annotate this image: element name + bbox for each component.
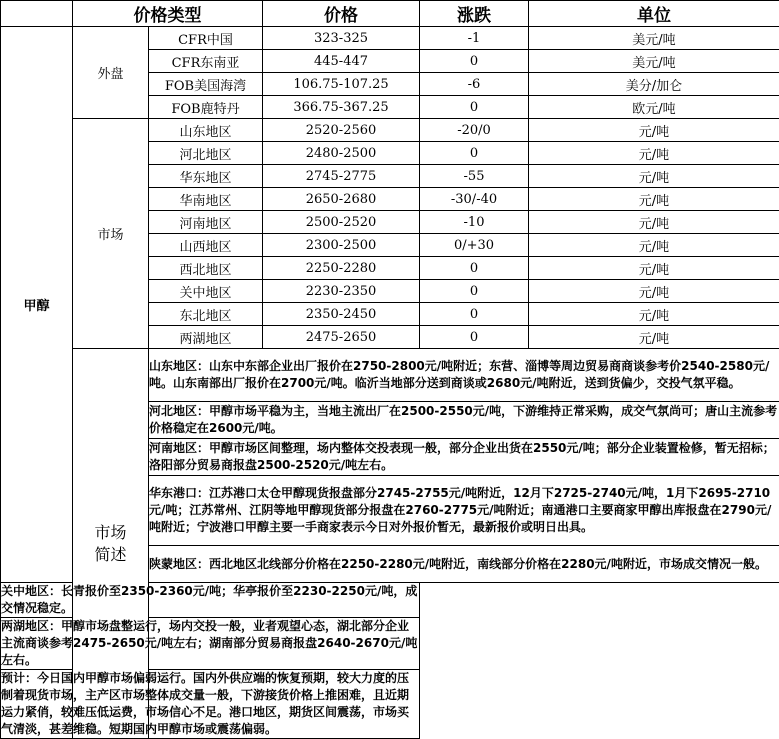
note-lianghu: 两湖地区：甲醇市场盘整运行，场内交投一般，业者观望心态，湖北部分企业主流商谈参考2475-2650元/吨左右；湖南部分贸易商报盘2640-2670元/吨左右。 (1, 618, 420, 670)
row-price: 323-325 (263, 27, 420, 50)
row-unit: 元/吨 (529, 257, 779, 280)
note-row (1, 349, 779, 402)
header-unit: 单位 (529, 1, 779, 27)
row-change: 0 (420, 96, 529, 119)
note-forecast: 预计：今日国内甲醇市场偏弱运行。国内外供应端的恢复预期，较大力度的压制着现货市场，主产区市场整体成交量一般，下游接货价格上推困难，且近期运力紧俏，较难压低运费，市场信心不足。港口地区，期货区间震荡，市场买气清淡，甚差维稳。短期国内甲醇市场或震荡偏弱。 (1, 670, 420, 739)
row-change: 0 (420, 142, 529, 165)
row-name: 东北地区 (149, 303, 263, 326)
row-unit: 美元/吨 (529, 50, 779, 73)
row-name: 华南地区 (149, 188, 263, 211)
row-unit: 美分/加仑 (529, 73, 779, 96)
row-unit: 元/吨 (529, 234, 779, 257)
row-name: 河南地区 (149, 211, 263, 234)
row-unit: 元/吨 (529, 303, 779, 326)
row-price: 2475-2650 (263, 326, 420, 349)
row-change: 0 (420, 326, 529, 349)
note-east-port: 华东港口：江苏港口太仓甲醇现货报盘部分2745-2755元/吨附近，12月下2725-2740元/吨，1月下2695-2710元/吨；江苏常州、江阴等地甲醇现货部分报盘在2760-2775元/吨附近；南通港口主要商家甲醇出库报盘在2790元/吨附近；宁波港口甲醇主要一手商家表示今日对外报价暂无，最新报价或明日出具。 (149, 476, 779, 546)
row-price: 106.75-107.25 (263, 73, 420, 96)
row-name: 西北地区 (149, 257, 263, 280)
row-price: 445-447 (263, 50, 420, 73)
row-price: 2230-2350 (263, 280, 420, 303)
note-row (1, 618, 779, 670)
summary-label-line2: 简述 (94, 545, 126, 564)
row-change: -20/0 (420, 119, 529, 142)
row-unit: 元/吨 (529, 142, 779, 165)
row-unit: 元/吨 (529, 280, 779, 303)
header-blank-cell (1, 1, 73, 27)
row-unit: 元/吨 (529, 188, 779, 211)
row-change: -1 (420, 27, 529, 50)
row-change: 0 (420, 280, 529, 303)
row-price: 2500-2520 (263, 211, 420, 234)
header-change: 涨跌 (420, 1, 529, 27)
row-price: 2520-2560 (263, 119, 420, 142)
header-row (1, 1, 779, 27)
row-name: 华东地区 (149, 165, 263, 188)
row-name: 山东地区 (149, 119, 263, 142)
header-type: 价格类型 (73, 1, 263, 27)
row-name: CFR东南亚 (149, 50, 263, 73)
row-change: -55 (420, 165, 529, 188)
row-unit: 欧元/吨 (529, 96, 779, 119)
note-guanzhong: 关中地区：长青报价至2350-2360元/吨；华亭报价至2230-2250元/吨，成交情况稳定。 (1, 583, 420, 618)
row-unit: 美元/吨 (529, 27, 779, 50)
row-unit: 元/吨 (529, 119, 779, 142)
row-change: -6 (420, 73, 529, 96)
row-change: -10 (420, 211, 529, 234)
row-name: FOB美国海湾 (149, 73, 263, 96)
row-name: 河北地区 (149, 142, 263, 165)
group-market: 市场 (73, 119, 149, 349)
row-change: 0 (420, 257, 529, 280)
note-henan: 河南地区：甲醇市场区间整理，场内整体交投表现一般，部分企业出货在2550元/吨；部分企业装置检修，暂无招标；洛阳部分贸易商报盘2500-2520元/吨左右。 (149, 439, 779, 476)
row-name: FOB鹿特丹 (149, 96, 263, 119)
row-name: 山西地区 (149, 234, 263, 257)
row-price: 2745-2775 (263, 165, 420, 188)
row-unit: 元/吨 (529, 326, 779, 349)
group-external: 外盘 (73, 27, 149, 119)
note-row (1, 583, 779, 618)
row-price: 366.75-367.25 (263, 96, 420, 119)
row-name: 两湖地区 (149, 326, 263, 349)
row-name: CFR中国 (149, 27, 263, 50)
row-name: 关中地区 (149, 280, 263, 303)
table-row (1, 27, 779, 50)
row-change: -30/-40 (420, 188, 529, 211)
row-price: 2480-2500 (263, 142, 420, 165)
note-hebei: 河北地区：甲醇市场平稳为主，当地主流出厂在2500-2550元/吨，下游维持正常采购，成交气氛尚可；唐山主流参考价格稳定在2600元/吨。 (149, 402, 779, 439)
row-price: 2300-2500 (263, 234, 420, 257)
row-unit: 元/吨 (529, 165, 779, 188)
row-change: 0/+30 (420, 234, 529, 257)
table-row (1, 119, 779, 142)
note-row (1, 670, 779, 739)
note-shandong: 山东地区：山东中东部企业出厂报价在2750-2800元/吨附近；东营、淄博等周边贸易商商谈参考价2540-2580元/吨。山东南部出厂报价在2700元/吨。临沂当地部分送到商谈或2680元/吨附近，送到货偏少，交投气氛平稳。 (149, 349, 779, 402)
row-change: 0 (420, 50, 529, 73)
summary-label-line1: 市场 (94, 523, 126, 542)
row-unit: 元/吨 (529, 211, 779, 234)
row-price: 2650-2680 (263, 188, 420, 211)
note-shaanxi-mongolia: 陕蒙地区：西北地区北线部分价格在2250-2280元/吨附近，南线部分价格在2280元/吨附近，市场成交情况一般。 (149, 546, 779, 583)
row-price: 2350-2450 (263, 303, 420, 326)
row-price: 2250-2280 (263, 257, 420, 280)
row-change: 0 (420, 303, 529, 326)
category-cell: 甲醇 (1, 27, 73, 583)
header-price: 价格 (263, 1, 420, 27)
